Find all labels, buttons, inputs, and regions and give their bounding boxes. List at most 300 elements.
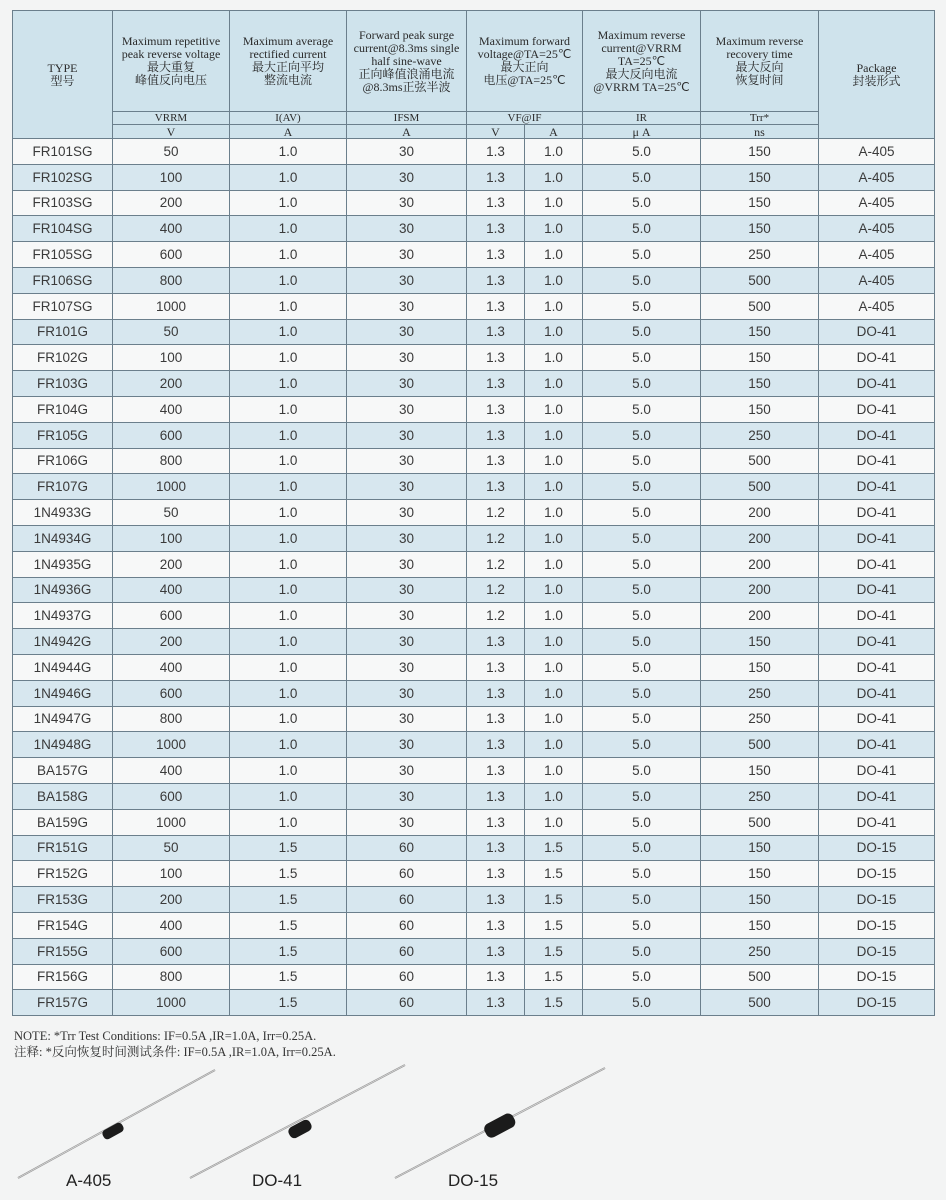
note-chinese: 注释: *反向恢复时间测试条件: IF=0.5A ,IR=1.0A, Irr=0.25A. bbox=[14, 1045, 336, 1059]
header-iav-cn1: 最大正向平均 bbox=[251, 60, 324, 74]
cell-ifsm: 30 bbox=[347, 345, 467, 371]
symbol-ir: IR bbox=[583, 112, 701, 125]
cell-pkg: DO-41 bbox=[819, 680, 935, 706]
table-row bbox=[13, 267, 935, 293]
cell-if: 1.0 bbox=[525, 319, 583, 345]
cell-ifsm: 30 bbox=[347, 629, 467, 655]
table-row bbox=[13, 371, 935, 397]
cell-vf: 1.3 bbox=[467, 861, 525, 887]
cell-pkg: A-405 bbox=[819, 190, 935, 216]
cell-type: 1N4944G bbox=[13, 654, 113, 680]
cell-pkg: DO-41 bbox=[819, 629, 935, 655]
cell-type: FR151G bbox=[13, 835, 113, 861]
cell-vrrm: 400 bbox=[113, 654, 230, 680]
cell-ir: 5.0 bbox=[583, 990, 701, 1016]
cell-iav: 1.0 bbox=[230, 267, 347, 293]
cell-iav: 1.5 bbox=[230, 990, 347, 1016]
cell-ifsm: 60 bbox=[347, 887, 467, 913]
cell-ir: 5.0 bbox=[583, 603, 701, 629]
table-row bbox=[13, 396, 935, 422]
cell-ir: 5.0 bbox=[583, 912, 701, 938]
cell-iav: 1.0 bbox=[230, 577, 347, 603]
cell-ir: 5.0 bbox=[583, 500, 701, 526]
table-row bbox=[13, 139, 935, 165]
cell-pkg: DO-41 bbox=[819, 783, 935, 809]
cell-iav: 1.0 bbox=[230, 190, 347, 216]
cell-vf: 1.3 bbox=[467, 938, 525, 964]
cell-pkg: DO-15 bbox=[819, 938, 935, 964]
cell-trr: 500 bbox=[701, 293, 819, 319]
cell-vrrm: 1000 bbox=[113, 809, 230, 835]
table-row bbox=[13, 293, 935, 319]
cell-type: FR152G bbox=[13, 861, 113, 887]
cell-trr: 150 bbox=[701, 319, 819, 345]
cell-trr: 150 bbox=[701, 861, 819, 887]
cell-ifsm: 30 bbox=[347, 396, 467, 422]
header-package-cn: 封装形式 bbox=[852, 73, 901, 88]
cell-if: 1.0 bbox=[525, 629, 583, 655]
cell-ifsm: 60 bbox=[347, 835, 467, 861]
cell-trr: 150 bbox=[701, 164, 819, 190]
cell-trr: 500 bbox=[701, 964, 819, 990]
cell-trr: 250 bbox=[701, 938, 819, 964]
table-row bbox=[13, 216, 935, 242]
cell-ifsm: 30 bbox=[347, 654, 467, 680]
table-row bbox=[13, 242, 935, 268]
label-do15: DO-15 bbox=[448, 1171, 499, 1190]
cell-iav: 1.0 bbox=[230, 371, 347, 397]
symbol-vrrm: VRRM bbox=[113, 112, 230, 125]
cell-if: 1.0 bbox=[525, 654, 583, 680]
cell-type: FR105SG bbox=[13, 242, 113, 268]
cell-vf: 1.3 bbox=[467, 448, 525, 474]
table-row bbox=[13, 938, 935, 964]
cell-pkg: DO-41 bbox=[819, 525, 935, 551]
cell-trr: 250 bbox=[701, 783, 819, 809]
cell-vf: 1.3 bbox=[467, 139, 525, 165]
cell-trr: 500 bbox=[701, 267, 819, 293]
cell-trr: 250 bbox=[701, 706, 819, 732]
cell-ifsm: 30 bbox=[347, 680, 467, 706]
table-row bbox=[13, 500, 935, 526]
cell-if: 1.0 bbox=[525, 139, 583, 165]
cell-vrrm: 200 bbox=[113, 887, 230, 913]
cell-ifsm: 60 bbox=[347, 938, 467, 964]
cell-vf: 1.3 bbox=[467, 164, 525, 190]
cell-if: 1.0 bbox=[525, 190, 583, 216]
unit-vrrm: V bbox=[113, 125, 230, 139]
cell-vrrm: 600 bbox=[113, 422, 230, 448]
cell-vf: 1.3 bbox=[467, 835, 525, 861]
cell-ir: 5.0 bbox=[583, 964, 701, 990]
cell-vrrm: 200 bbox=[113, 190, 230, 216]
cell-pkg: DO-41 bbox=[819, 448, 935, 474]
cell-if: 1.0 bbox=[525, 267, 583, 293]
cell-vrrm: 800 bbox=[113, 448, 230, 474]
cell-ir: 5.0 bbox=[583, 680, 701, 706]
cell-ir: 5.0 bbox=[583, 758, 701, 784]
cell-ifsm: 30 bbox=[347, 448, 467, 474]
cell-ir: 5.0 bbox=[583, 938, 701, 964]
cell-vf: 1.3 bbox=[467, 964, 525, 990]
cell-if: 1.0 bbox=[525, 242, 583, 268]
cell-trr: 150 bbox=[701, 758, 819, 784]
table-row bbox=[13, 603, 935, 629]
cell-iav: 1.0 bbox=[230, 809, 347, 835]
cell-trr: 150 bbox=[701, 139, 819, 165]
unit-ifsm: A bbox=[347, 125, 467, 139]
cell-pkg: A-405 bbox=[819, 267, 935, 293]
cell-vf: 1.3 bbox=[467, 887, 525, 913]
a405-diode-image bbox=[18, 1070, 215, 1178]
cell-ir: 5.0 bbox=[583, 654, 701, 680]
table-row bbox=[13, 783, 935, 809]
cell-vf: 1.3 bbox=[467, 990, 525, 1016]
cell-iav: 1.5 bbox=[230, 835, 347, 861]
cell-vrrm: 50 bbox=[113, 139, 230, 165]
col-header-ifsm bbox=[347, 11, 467, 112]
cell-vrrm: 400 bbox=[113, 577, 230, 603]
cell-type: FR106G bbox=[13, 448, 113, 474]
cell-trr: 250 bbox=[701, 422, 819, 448]
spec-table-body bbox=[13, 139, 935, 1016]
cell-if: 1.0 bbox=[525, 783, 583, 809]
cell-if: 1.0 bbox=[525, 164, 583, 190]
cell-vf: 1.3 bbox=[467, 629, 525, 655]
cell-vrrm: 1000 bbox=[113, 474, 230, 500]
cell-pkg: DO-41 bbox=[819, 706, 935, 732]
cell-iav: 1.0 bbox=[230, 783, 347, 809]
cell-type: FR104G bbox=[13, 396, 113, 422]
cell-type: 1N4946G bbox=[13, 680, 113, 706]
cell-pkg: DO-15 bbox=[819, 964, 935, 990]
table-row bbox=[13, 809, 935, 835]
cell-ir: 5.0 bbox=[583, 706, 701, 732]
header-ifsm-cn2: @8.3ms正弦半波 bbox=[362, 79, 451, 94]
cell-vf: 1.3 bbox=[467, 732, 525, 758]
cell-vf: 1.3 bbox=[467, 912, 525, 938]
do15-diode-image bbox=[395, 1068, 605, 1178]
cell-type: FR102SG bbox=[13, 164, 113, 190]
cell-vrrm: 1000 bbox=[113, 293, 230, 319]
header-vf-en1: Maximum forward bbox=[479, 34, 570, 48]
cell-type: FR107G bbox=[13, 474, 113, 500]
cell-type: 1N4942G bbox=[13, 629, 113, 655]
cell-type: BA157G bbox=[13, 758, 113, 784]
cell-trr: 150 bbox=[701, 345, 819, 371]
header-vf-en2: voltage@TA=25℃ bbox=[477, 47, 572, 61]
table-row bbox=[13, 474, 935, 500]
header-type-en: TYPE bbox=[47, 60, 78, 75]
cell-trr: 150 bbox=[701, 396, 819, 422]
header-vrrm-en2: peak reverse voltage bbox=[121, 47, 221, 61]
cell-vf: 1.2 bbox=[467, 551, 525, 577]
table-row bbox=[13, 861, 935, 887]
header-vf-cn1: 最大正向 bbox=[500, 60, 549, 74]
table-row bbox=[13, 706, 935, 732]
cell-if: 1.0 bbox=[525, 371, 583, 397]
cell-pkg: DO-41 bbox=[819, 732, 935, 758]
cell-if: 1.0 bbox=[525, 525, 583, 551]
cell-pkg: DO-41 bbox=[819, 603, 935, 629]
cell-vrrm: 200 bbox=[113, 371, 230, 397]
cell-vrrm: 400 bbox=[113, 216, 230, 242]
cell-vrrm: 600 bbox=[113, 938, 230, 964]
cell-vf: 1.3 bbox=[467, 809, 525, 835]
cell-iav: 1.0 bbox=[230, 706, 347, 732]
header-type-cn: 型号 bbox=[50, 73, 75, 88]
cell-iav: 1.5 bbox=[230, 964, 347, 990]
cell-iav: 1.0 bbox=[230, 139, 347, 165]
cell-type: FR104SG bbox=[13, 216, 113, 242]
cell-if: 1.5 bbox=[525, 861, 583, 887]
col-header-vrrm bbox=[113, 11, 230, 112]
cell-if: 1.5 bbox=[525, 938, 583, 964]
header-trr-en1: Maximum reverse bbox=[715, 34, 804, 48]
table-row bbox=[13, 422, 935, 448]
cell-ifsm: 30 bbox=[347, 500, 467, 526]
col-header-ir bbox=[583, 11, 701, 112]
cell-iav: 1.0 bbox=[230, 629, 347, 655]
cell-ir: 5.0 bbox=[583, 242, 701, 268]
table-row bbox=[13, 732, 935, 758]
cell-type: FR155G bbox=[13, 938, 113, 964]
cell-vrrm: 400 bbox=[113, 912, 230, 938]
cell-ifsm: 30 bbox=[347, 190, 467, 216]
header-trr-en2: recovery time bbox=[726, 47, 793, 61]
cell-vrrm: 100 bbox=[113, 345, 230, 371]
cell-vf: 1.3 bbox=[467, 319, 525, 345]
cell-if: 1.0 bbox=[525, 732, 583, 758]
cell-vrrm: 600 bbox=[113, 783, 230, 809]
cell-iav: 1.0 bbox=[230, 293, 347, 319]
cell-ifsm: 30 bbox=[347, 164, 467, 190]
cell-pkg: DO-15 bbox=[819, 912, 935, 938]
col-header-trr bbox=[701, 11, 819, 112]
table-row bbox=[13, 164, 935, 190]
cell-ifsm: 30 bbox=[347, 371, 467, 397]
cell-trr: 200 bbox=[701, 577, 819, 603]
cell-pkg: A-405 bbox=[819, 164, 935, 190]
col-header-type bbox=[13, 11, 113, 139]
cell-vf: 1.3 bbox=[467, 345, 525, 371]
cell-ir: 5.0 bbox=[583, 525, 701, 551]
label-do41: DO-41 bbox=[252, 1171, 303, 1190]
cell-ir: 5.0 bbox=[583, 809, 701, 835]
cell-iav: 1.0 bbox=[230, 603, 347, 629]
cell-ifsm: 30 bbox=[347, 706, 467, 732]
cell-vf: 1.3 bbox=[467, 783, 525, 809]
cell-ir: 5.0 bbox=[583, 887, 701, 913]
cell-pkg: DO-41 bbox=[819, 319, 935, 345]
table-row bbox=[13, 551, 935, 577]
table-row bbox=[13, 964, 935, 990]
cell-ifsm: 60 bbox=[347, 990, 467, 1016]
cell-if: 1.0 bbox=[525, 500, 583, 526]
header-ir-en1: Maximum reverse bbox=[597, 27, 686, 42]
cell-type: 1N4935G bbox=[13, 551, 113, 577]
cell-vf: 1.3 bbox=[467, 293, 525, 319]
cell-iav: 1.0 bbox=[230, 345, 347, 371]
test-conditions-note bbox=[14, 1028, 336, 1060]
table-row bbox=[13, 319, 935, 345]
table-row bbox=[13, 190, 935, 216]
cell-iav: 1.0 bbox=[230, 422, 347, 448]
cell-ifsm: 30 bbox=[347, 783, 467, 809]
cell-ifsm: 30 bbox=[347, 293, 467, 319]
cell-vf: 1.3 bbox=[467, 758, 525, 784]
cell-iav: 1.5 bbox=[230, 861, 347, 887]
header-trr-cn2: 恢复时间 bbox=[735, 73, 784, 87]
cell-pkg: DO-41 bbox=[819, 577, 935, 603]
cell-type: 1N4937G bbox=[13, 603, 113, 629]
cell-ir: 5.0 bbox=[583, 835, 701, 861]
header-ifsm-en1: Forward peak surge bbox=[358, 27, 455, 42]
table-row bbox=[13, 990, 935, 1016]
cell-if: 1.0 bbox=[525, 448, 583, 474]
table-row bbox=[13, 887, 935, 913]
header-iav-en1: Maximum average bbox=[242, 34, 334, 48]
cell-ifsm: 30 bbox=[347, 319, 467, 345]
table-row bbox=[13, 654, 935, 680]
cell-ifsm: 60 bbox=[347, 861, 467, 887]
cell-if: 1.5 bbox=[525, 912, 583, 938]
cell-vrrm: 600 bbox=[113, 242, 230, 268]
cell-vf: 1.3 bbox=[467, 422, 525, 448]
cell-trr: 250 bbox=[701, 242, 819, 268]
cell-vf: 1.3 bbox=[467, 474, 525, 500]
cell-type: FR154G bbox=[13, 912, 113, 938]
cell-vrrm: 200 bbox=[113, 629, 230, 655]
cell-vf: 1.3 bbox=[467, 654, 525, 680]
col-header-iav bbox=[230, 11, 347, 112]
cell-ir: 5.0 bbox=[583, 474, 701, 500]
header-package-en: Package bbox=[856, 60, 897, 75]
cell-vf: 1.2 bbox=[467, 603, 525, 629]
cell-ifsm: 30 bbox=[347, 422, 467, 448]
cell-vf: 1.3 bbox=[467, 396, 525, 422]
cell-vrrm: 600 bbox=[113, 680, 230, 706]
cell-pkg: DO-41 bbox=[819, 422, 935, 448]
cell-iav: 1.0 bbox=[230, 319, 347, 345]
table-row bbox=[13, 758, 935, 784]
cell-trr: 150 bbox=[701, 887, 819, 913]
cell-if: 1.0 bbox=[525, 474, 583, 500]
cell-ir: 5.0 bbox=[583, 164, 701, 190]
cell-vrrm: 100 bbox=[113, 861, 230, 887]
cell-iav: 1.0 bbox=[230, 732, 347, 758]
cell-if: 1.0 bbox=[525, 216, 583, 242]
header-ifsm-en3: half sine-wave bbox=[371, 53, 442, 68]
cell-type: FR157G bbox=[13, 990, 113, 1016]
note-english: NOTE: *Trr Test Conditions: IF=0.5A ,IR=1.0A, Irr=0.25A. bbox=[14, 1029, 317, 1043]
cell-ir: 5.0 bbox=[583, 422, 701, 448]
cell-trr: 150 bbox=[701, 835, 819, 861]
cell-iav: 1.0 bbox=[230, 396, 347, 422]
cell-type: FR153G bbox=[13, 887, 113, 913]
unit-vf-v: V bbox=[467, 125, 525, 139]
cell-ifsm: 60 bbox=[347, 912, 467, 938]
cell-ir: 5.0 bbox=[583, 139, 701, 165]
cell-if: 1.5 bbox=[525, 835, 583, 861]
cell-vrrm: 50 bbox=[113, 500, 230, 526]
cell-iav: 1.0 bbox=[230, 680, 347, 706]
cell-pkg: DO-41 bbox=[819, 396, 935, 422]
cell-type: BA159G bbox=[13, 809, 113, 835]
unit-vf-a: A bbox=[525, 125, 583, 139]
cell-if: 1.0 bbox=[525, 758, 583, 784]
cell-iav: 1.0 bbox=[230, 242, 347, 268]
cell-ir: 5.0 bbox=[583, 577, 701, 603]
cell-vf: 1.3 bbox=[467, 242, 525, 268]
cell-trr: 500 bbox=[701, 474, 819, 500]
cell-trr: 500 bbox=[701, 732, 819, 758]
cell-pkg: DO-41 bbox=[819, 371, 935, 397]
cell-ifsm: 30 bbox=[347, 577, 467, 603]
cell-ifsm: 30 bbox=[347, 758, 467, 784]
header-vf-cn2: 电压@TA=25℃ bbox=[483, 73, 566, 87]
cell-ifsm: 30 bbox=[347, 139, 467, 165]
cell-vrrm: 1000 bbox=[113, 990, 230, 1016]
do41-diode-image bbox=[190, 1065, 405, 1178]
cell-ifsm: 30 bbox=[347, 603, 467, 629]
cell-iav: 1.0 bbox=[230, 164, 347, 190]
cell-trr: 500 bbox=[701, 448, 819, 474]
cell-pkg: DO-41 bbox=[819, 654, 935, 680]
cell-ir: 5.0 bbox=[583, 293, 701, 319]
table-row bbox=[13, 680, 935, 706]
cell-pkg: DO-41 bbox=[819, 758, 935, 784]
cell-type: BA158G bbox=[13, 783, 113, 809]
cell-vrrm: 600 bbox=[113, 603, 230, 629]
cell-ifsm: 30 bbox=[347, 216, 467, 242]
cell-if: 1.0 bbox=[525, 577, 583, 603]
cell-iav: 1.0 bbox=[230, 654, 347, 680]
cell-type: 1N4933G bbox=[13, 500, 113, 526]
cell-vrrm: 100 bbox=[113, 164, 230, 190]
symbol-ifsm: IFSM bbox=[347, 112, 467, 125]
cell-pkg: A-405 bbox=[819, 242, 935, 268]
cell-trr: 150 bbox=[701, 371, 819, 397]
cell-ifsm: 30 bbox=[347, 732, 467, 758]
symbol-iav: I(AV) bbox=[230, 112, 347, 125]
cell-iav: 1.0 bbox=[230, 525, 347, 551]
cell-iav: 1.0 bbox=[230, 448, 347, 474]
cell-vf: 1.3 bbox=[467, 216, 525, 242]
cell-trr: 200 bbox=[701, 603, 819, 629]
cell-vrrm: 50 bbox=[113, 835, 230, 861]
cell-pkg: DO-41 bbox=[819, 551, 935, 577]
cell-vf: 1.2 bbox=[467, 525, 525, 551]
cell-if: 1.0 bbox=[525, 603, 583, 629]
cell-type: FR101G bbox=[13, 319, 113, 345]
cell-if: 1.0 bbox=[525, 345, 583, 371]
cell-if: 1.0 bbox=[525, 422, 583, 448]
cell-trr: 150 bbox=[701, 190, 819, 216]
cell-pkg: DO-15 bbox=[819, 835, 935, 861]
cell-ir: 5.0 bbox=[583, 371, 701, 397]
cell-trr: 150 bbox=[701, 912, 819, 938]
symbol-vf: VF@IF bbox=[467, 112, 583, 125]
cell-trr: 200 bbox=[701, 500, 819, 526]
cell-ir: 5.0 bbox=[583, 783, 701, 809]
header-iav-cn2: 整流电流 bbox=[263, 73, 312, 87]
cell-pkg: A-405 bbox=[819, 293, 935, 319]
cell-ifsm: 30 bbox=[347, 551, 467, 577]
cell-type: 1N4948G bbox=[13, 732, 113, 758]
cell-iav: 1.0 bbox=[230, 758, 347, 784]
cell-pkg: A-405 bbox=[819, 139, 935, 165]
